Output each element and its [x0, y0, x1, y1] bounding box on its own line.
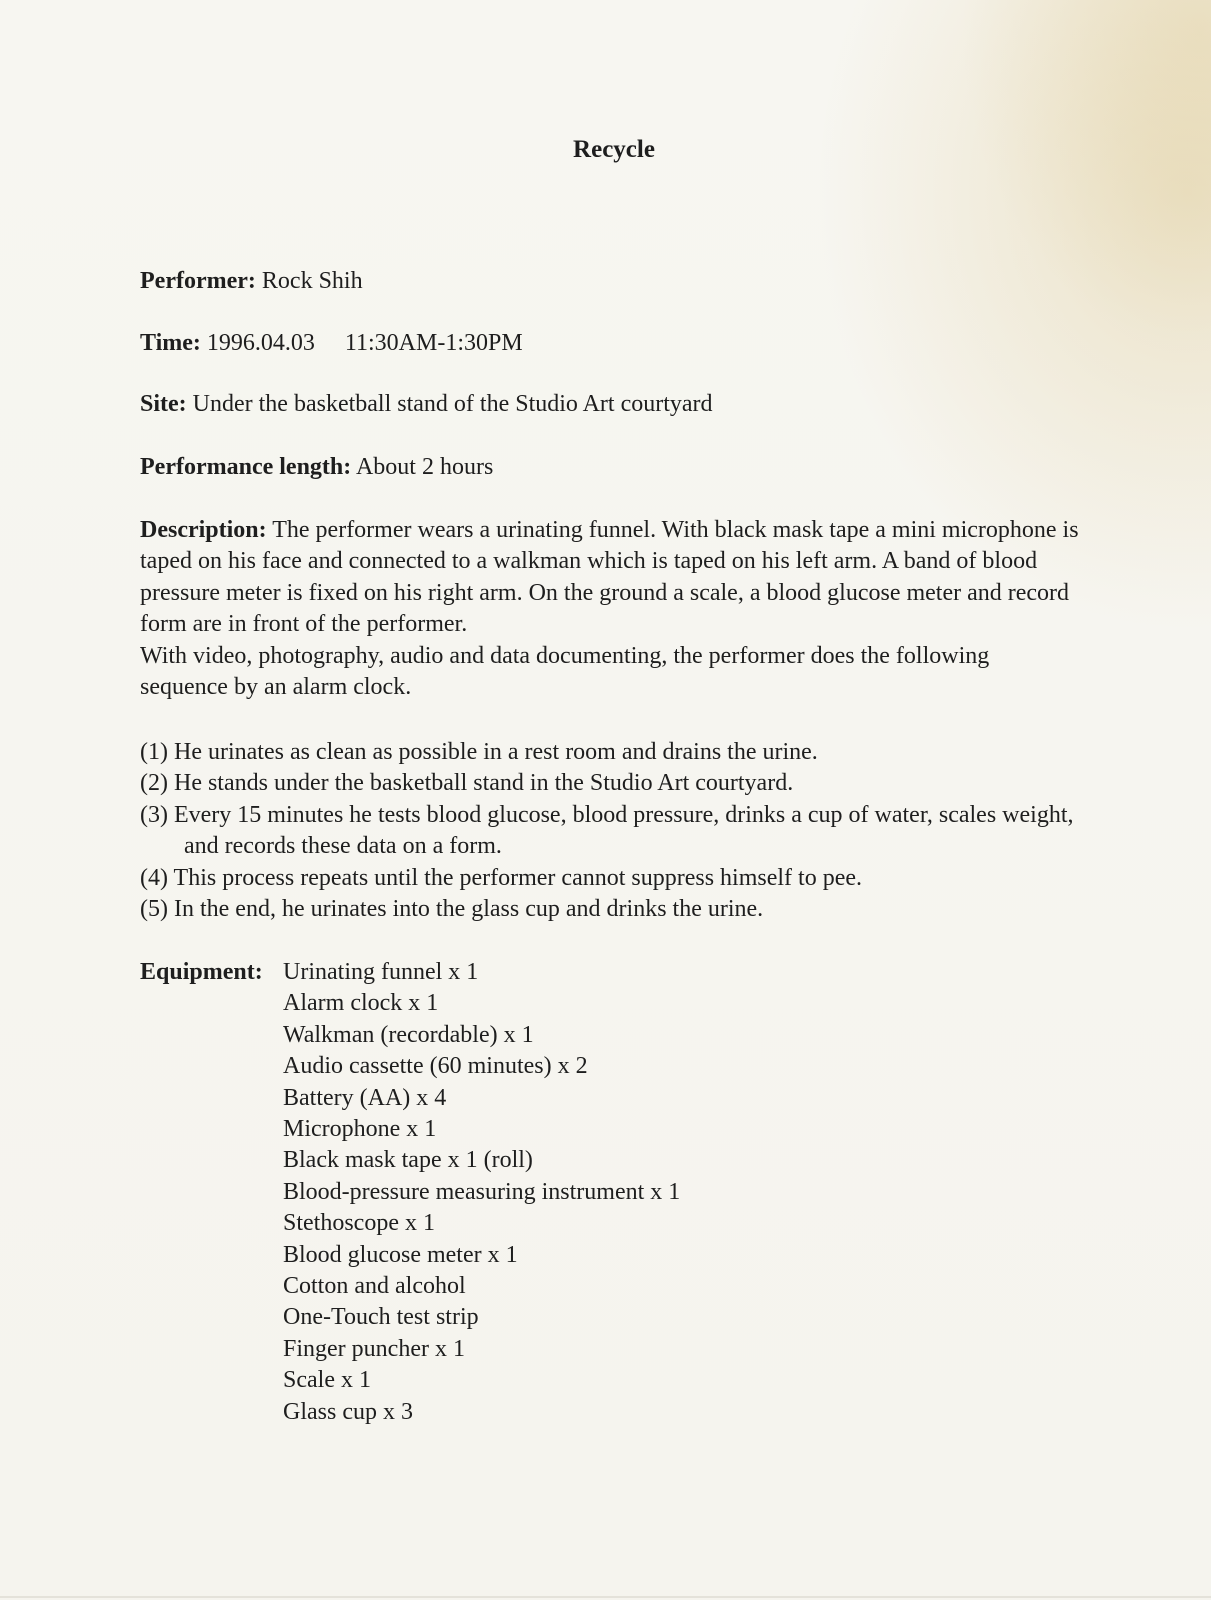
equipment-item: Stethoscope x 1 [283, 1210, 435, 1237]
performer-label: Performer: [140, 268, 256, 294]
equipment-item: Blood glucose meter x 1 [283, 1241, 518, 1268]
equipment-item: Cotton and alcohol [283, 1273, 466, 1300]
equipment-item: Urinating funnel x 1 [283, 959, 479, 985]
site-field [140, 389, 713, 420]
performance-length-value: About 2 hours [355, 454, 494, 480]
step-item: (5) In the end, he urinates into the glass cup and drinks the urine. [140, 896, 764, 923]
equipment-item: One-Touch test strip [283, 1304, 479, 1331]
equipment-item: Scale x 1 [283, 1367, 371, 1394]
description-section [140, 515, 1080, 703]
equipment-item: Black mask tape x 1 (roll) [283, 1147, 533, 1174]
description-text-1: The performer wears a urinating funnel. With black mask tape a mini microphone is taped on his face and connected to a walkman which is taped on his left arm. A band of blood pressure meter is fixed on his right arm. On the ground a scale, a blood glucose meter and record form are in front of the performer. [140, 517, 1079, 638]
equipment-item: Finger puncher x 1 [283, 1335, 465, 1362]
equipment-list [283, 957, 680, 1428]
step-item: (4) This process repeats until the performer cannot suppress himself to pee. [140, 864, 863, 891]
site-label: Site: [140, 391, 187, 417]
performance-length-field [140, 452, 493, 483]
time-date: 1996.04.03 [206, 330, 315, 356]
time-field [140, 328, 523, 359]
equipment-item: Microphone x 1 [283, 1116, 437, 1143]
description-paragraph-2: With video, photography, audio and data documenting, the performer does the following sequence by an alarm clock. [140, 642, 990, 701]
description-label: Description: [140, 517, 267, 543]
performer-field [140, 266, 363, 297]
equipment-item: Glass cup x 3 [283, 1398, 413, 1425]
time-range: 11:30AM-1:30PM [344, 330, 523, 356]
equipment-item: Blood-pressure measuring instrument x 1 [283, 1178, 681, 1205]
step-item: (3) Every 15 minutes he tests blood glucose, blood pressure, drinks a cup of water, scales weight, and records these data on a form. [140, 801, 1074, 860]
performance-length-label: Performance length: [140, 454, 352, 480]
time-label: Time: [140, 330, 201, 356]
equipment-item: Walkman (recordable) x 1 [283, 1021, 534, 1048]
equipment-label: Equipment: [140, 959, 263, 985]
description-paragraph-1 [140, 515, 1080, 641]
equipment-item: Audio cassette (60 minutes) x 2 [283, 1053, 588, 1080]
step-item: (1) He urinates as clean as possible in a rest room and drains the urine. [140, 739, 818, 765]
page-bottom-edge [0, 1596, 1211, 1598]
document-title: Recycle [573, 136, 655, 163]
equipment-item: Alarm clock x 1 [283, 990, 439, 1017]
equipment-item: Battery (AA) x 4 [283, 1084, 447, 1111]
performer-value: Rock Shih [261, 268, 363, 294]
site-value: Under the basketball stand of the Studio Art courtyard [192, 391, 713, 417]
sequence-steps [140, 737, 1080, 925]
step-item: (2) He stands under the basketball stand in the Studio Art courtyard. [140, 770, 794, 797]
